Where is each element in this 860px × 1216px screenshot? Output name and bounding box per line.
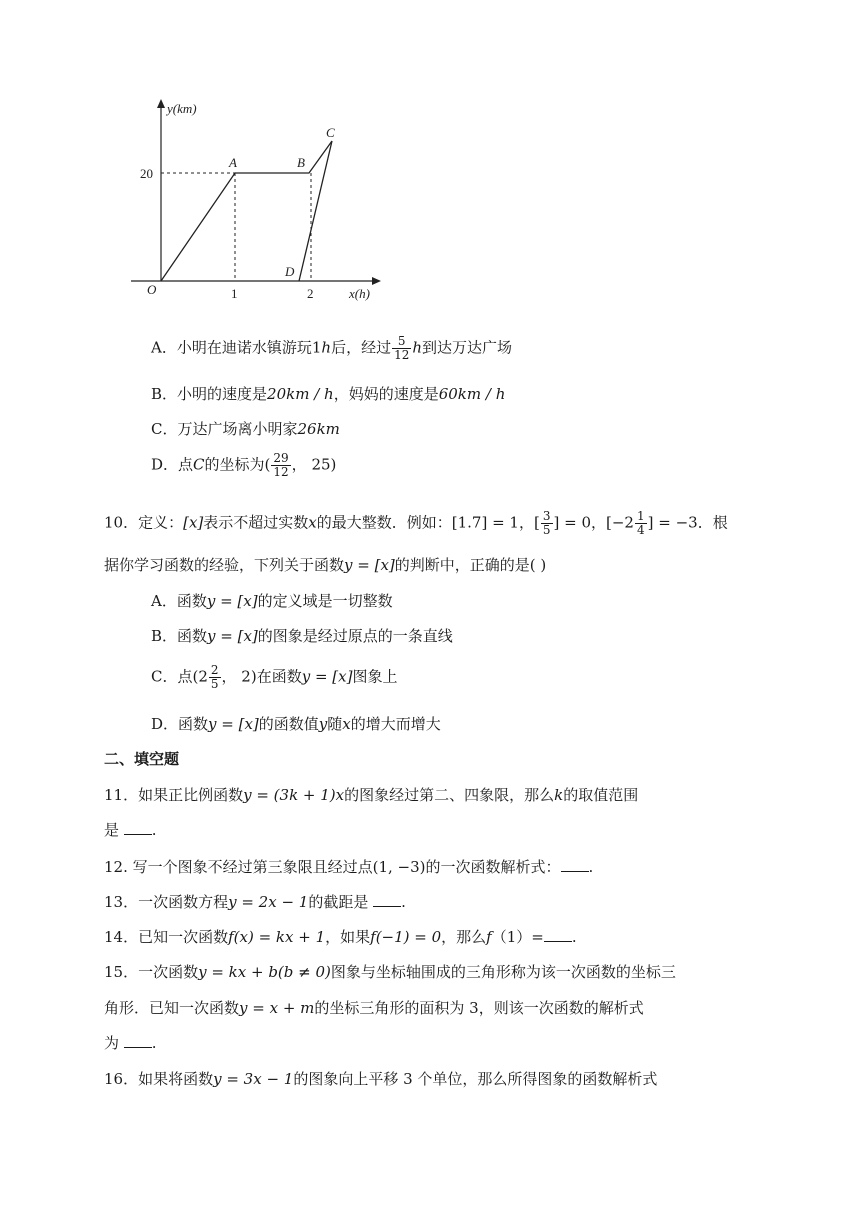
x-axis-label: x(h) [349,286,370,301]
q11-end: . [151,821,157,839]
q10c-function: y = [x] [301,667,353,686]
q12-line [104,856,860,877]
q9c-v1: 26km [297,420,340,438]
q16-text-b: 的图象向上平移 3 个单位，那么所得图象的函数解析式 [293,1070,658,1088]
q15-line-3 [104,1032,860,1053]
q15-line-2 [104,997,860,1018]
q15-line-1 [104,961,860,982]
origin-label: O [147,282,157,297]
q9d-num: 29 [273,451,289,465]
q14-end: . [571,928,577,946]
q10a-suffix: 的定义域是一切整数 [257,592,393,610]
q13-answer-blank[interactable] [373,894,401,907]
q9d-fraction [271,452,290,479]
q15-text-d: 的坐标三角形的面积为 3，则该一次函数的解析式 [314,999,644,1017]
q10-ex2-open: [ [534,513,540,532]
q9d-pt: C [193,455,205,474]
q15-answer-blank[interactable] [124,1035,152,1048]
q10-ex3-close: ] = −3 [647,513,698,532]
q11-text-b: 的图象经过第二、四象限，那么 [344,786,555,804]
point-d-label: D [285,264,295,279]
x-tick-1: 1 [231,286,238,301]
q14-text-d: （1）= [491,928,544,946]
q10-option-b[interactable] [151,625,860,646]
y-tick-20: 20 [140,166,153,181]
q10-ex3-den: 4 [636,523,645,537]
q14-text-c: ，那么 [441,928,487,946]
q10c-den: 5 [210,677,219,691]
q10-label: 10．定义： [104,513,184,532]
q9a-prefix: A．小明在迪诺水镇游玩 [151,338,312,357]
q10-ex2-fraction [541,510,553,537]
q10c-mid: 在函数 [256,667,302,686]
q9b-v2: 60km / h [438,385,506,403]
q9b-mid: ，妈妈的速度是 [333,385,439,403]
q10-example-1: [1.7] = 1 [451,513,519,532]
y-axis-label: y(km) [167,101,197,116]
q11-line-2 [104,819,860,840]
q10-text-f: 的判断中，正确的是( ) [394,556,547,574]
q10c-fraction [209,664,221,691]
x-axis-arrow [372,277,381,285]
q12-text-a: 12. 写一个图象不经过第三象限且经过点 [104,858,373,876]
q14-condition: f(−1) = 0 [370,928,442,946]
q10b-suffix: 的图象是经过原点的一条直线 [257,627,453,645]
q9b-prefix: B．小明的速度是 [151,385,268,403]
q11-text-c: 的取值范围 [563,786,639,804]
q10c-open: (2 [192,667,208,686]
q10d-mid2: 随 [327,715,343,733]
q13-end: . [401,893,406,911]
q9c-prefix: C．万达广场离小明家 [151,420,298,438]
q9d-prefix: D．点 [151,455,194,474]
q13-line [104,891,860,912]
q10d-mid: 的函数值 [258,715,319,733]
q10-ex3-open: [−2 [606,513,634,532]
q10-text-d: ．根 [697,513,728,532]
q15-text-a: 15．一次函数 [104,963,199,981]
q10-option-a[interactable] [151,590,860,611]
q12-end: . [588,858,594,876]
q9-option-b[interactable] [151,383,860,404]
q9-option-c[interactable] [151,418,860,439]
q10-ex2-den: 5 [542,523,551,537]
q12-point: (1, −3) [372,858,426,876]
q13-text-b: 的截距是 [308,893,369,911]
q10c-suffix: 图象上 [352,667,398,686]
q15-text-e: 为 [104,1034,120,1052]
q16-function: y = 3x − 1 [213,1070,294,1088]
q14-text-b: ，如果 [325,928,371,946]
q10d-x: x [342,715,351,733]
q9a-suffix: 到达万达广场 [422,338,513,357]
q13-text-a: 13．一次函数方程 [104,893,229,911]
q10-bracket-x: [x] [183,513,204,532]
q14-text-a: 14．已知一次函数 [104,928,229,946]
q10c-prefix: C．点 [151,667,193,686]
q10-ex3-num: 1 [636,509,645,523]
q15-text-c: 角形．已知一次函数 [104,999,240,1017]
q11-function: y = (3k + 1)x [243,786,345,804]
q10b-function: y = [x] [207,627,258,645]
q10c-num: 2 [210,663,219,677]
q10-option-d[interactable] [151,713,860,734]
q14-answer-blank[interactable] [544,929,572,942]
y-axis-arrow [157,99,165,108]
q9a-fraction [392,335,411,362]
q14-line [104,926,860,947]
q9a-den: 12 [394,348,410,362]
q13-function: y = 2x − 1 [228,893,309,911]
q10a-function: y = [x] [206,592,258,610]
q11-k: k [554,786,564,804]
q15-text-b: 图象与坐标轴围成的三角形称为该一次函数的坐标三 [330,963,676,981]
q9d-mid: 的坐标为 [204,455,265,474]
q10d-y: y [318,715,328,733]
point-c-label: C [326,125,335,140]
q11-line-1 [104,784,860,805]
q10b-prefix: B．函数 [151,627,208,645]
q15-function-2: y = x + m [239,999,315,1017]
q12-answer-blank[interactable] [561,859,589,872]
q9d-rest: ， 25) [291,455,337,474]
xiaoming-path [161,141,332,281]
q14-f: f [486,928,492,946]
q9a-u2: h [412,338,423,357]
q10-text-b: 表示不超过实数 [203,513,309,532]
q10-ex2-close: ] = 0 [553,513,591,532]
x-tick-2: 2 [307,286,314,301]
q16-text-a: 16．如果将函数 [104,1070,214,1088]
q10-text-c: 的最大整数．例如： [316,513,452,532]
q11-answer-blank[interactable] [124,822,152,835]
q14-function: f(x) = kx + 1 [228,928,326,946]
q9d-den: 12 [273,465,289,479]
q9a-mid: 后，经过 [331,338,392,357]
q10-sep-2: ， [591,513,607,532]
q10-x: x [308,513,317,532]
q11-text-d: 是 [104,821,120,839]
q10-ex2-num: 3 [542,509,551,523]
q9a-num: 5 [392,335,411,349]
q10-line-1 [104,510,860,537]
distance-time-graph [125,95,390,310]
q9-option-d[interactable] [151,452,860,479]
q15-end: . [151,1034,157,1052]
q10a-prefix: A．函数 [151,592,207,610]
q12-text-b: 的一次函数解析式： [425,858,561,876]
q9d-open: ( [264,455,271,474]
q10-line-2 [104,554,860,575]
q9-option-a[interactable] [151,335,860,362]
q10-option-c[interactable] [151,664,860,691]
q9b-v1: 20km / h [267,385,334,403]
point-b-label: B [297,155,305,170]
q10d-function: y = [x] [208,715,259,733]
q10-ex3-fraction [635,510,647,537]
point-a-label: A [229,155,237,170]
q9a-u1: h [321,338,332,357]
q9a-v1: 1 [311,338,322,357]
q11-text-a: 11．如果正比例函数 [104,786,244,804]
q16-line [104,1068,860,1089]
q10-text-e: 据你学习函数的经验，下列关于函数 [104,556,345,574]
q10c-rest: ， 2) [221,667,257,686]
q15-function: y = kx + b(b ≠ 0) [198,963,331,981]
q10d-suffix: 的增大而增大 [350,715,441,733]
section-heading: 二、填空题 [104,750,180,768]
q10d-prefix: D．函数 [151,715,209,733]
q10-sep-1: ， [518,513,534,532]
q10-function: y = [x] [344,556,395,574]
